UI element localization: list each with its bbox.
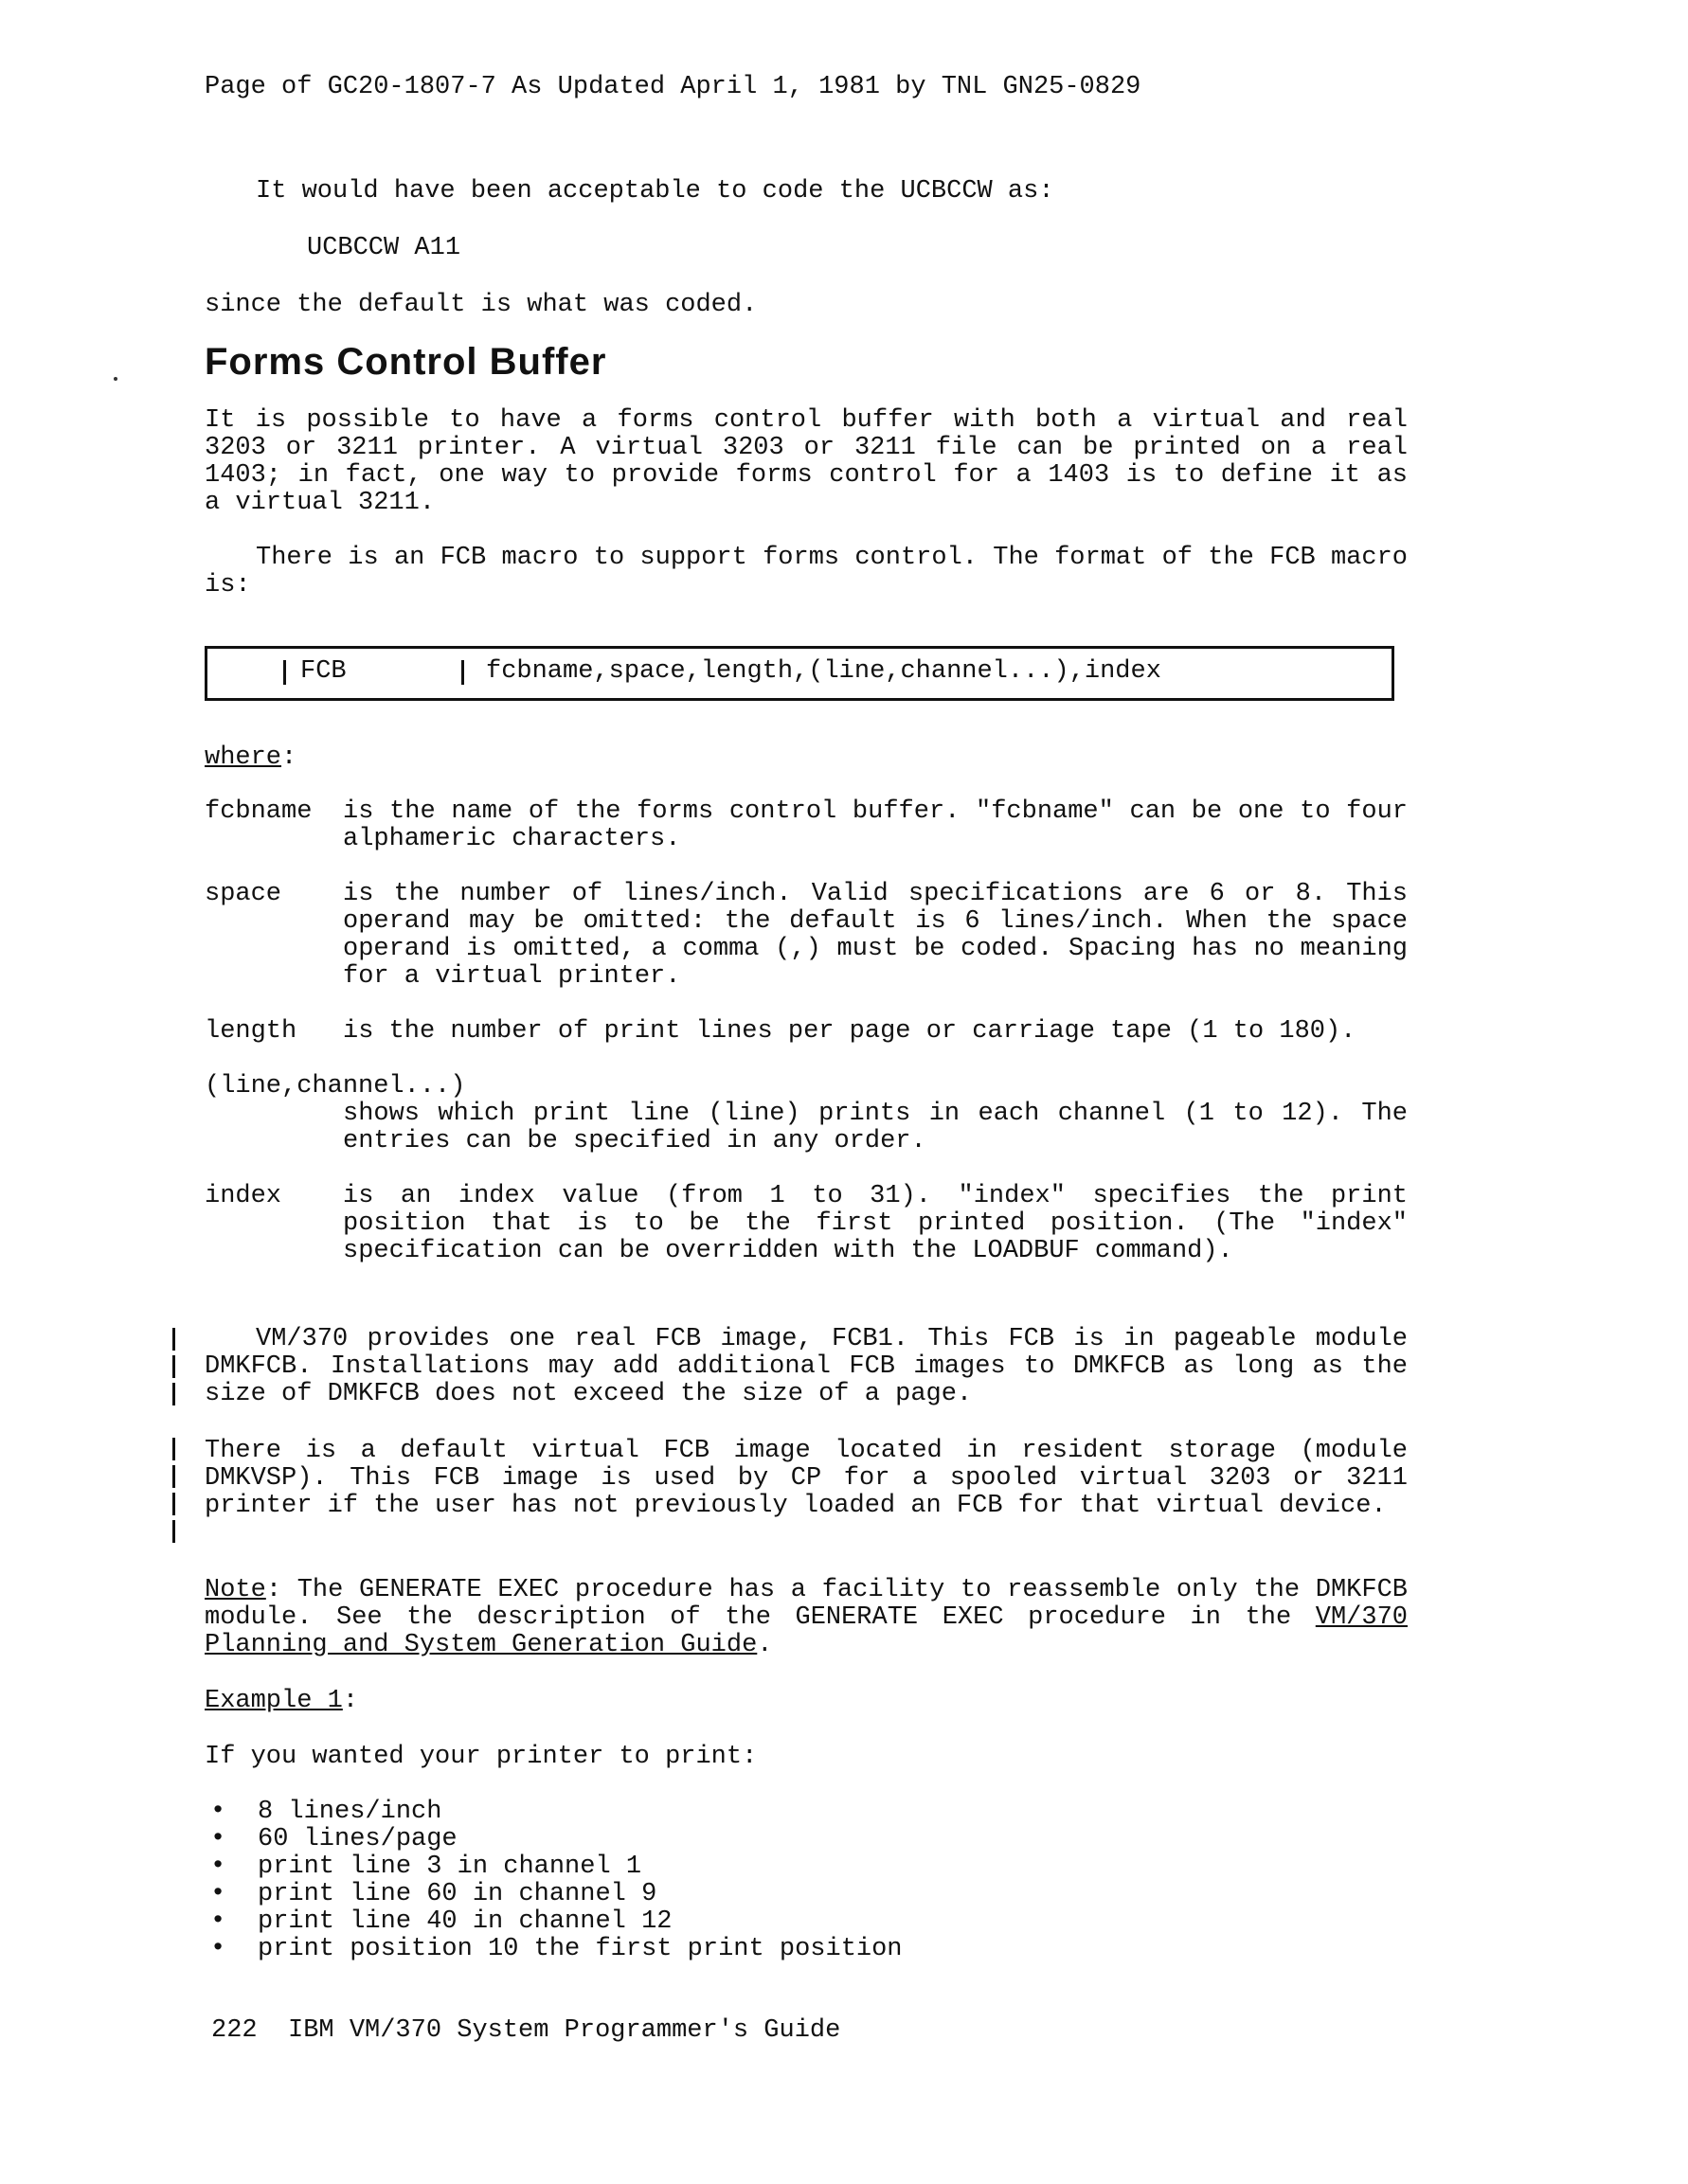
definition-term: fcbname: [205, 797, 313, 826]
paragraph-virtual-fcb: There is a default virtual FCB image located in resident storage (module DMKVSP). This FCB image is used by CP for a spooled virtual 3203 or 3211 printer if the user has not previously loaded an FCB for that virtual device.: [205, 1437, 1408, 1520]
definition-description: is the number of print lines per page or carriage tape (1 to 180).: [343, 1017, 1356, 1046]
macro-separator: [461, 660, 464, 685]
definition-term: index: [205, 1182, 282, 1210]
revision-bar: [172, 1493, 175, 1515]
list-item: • print line 40 in channel 12: [205, 1908, 903, 1936]
intro-block: [205, 178, 1408, 319]
where-label: where: [205, 743, 282, 772]
list-item: • print line 3 in channel 1: [205, 1853, 903, 1881]
paragraph-real-fcb: VM/370 provides one real FCB image, FCB1. This FCB is in pageable module DMKFCB. Installations may add additional FCB images to DMKFCB as long as the size of DMKFCB does not exceed the size of a page.: [205, 1325, 1408, 1408]
definition-term: length: [205, 1017, 297, 1046]
definition-length: [205, 1018, 1408, 1046]
definition-term: space: [205, 880, 282, 908]
book-title: IBM VM/370 System Programmer's Guide: [288, 2016, 841, 2045]
definition-fcbname: [205, 798, 1408, 853]
definition-description: is the number of lines/inch. Valid specifications are 6 or 8. This operand may be omitted: the default is 6 lines/inch. When the space operand is omitted, a comma (,) must be coded. Spacing has no meaning for a virtual printer.: [343, 880, 1408, 991]
intro-line: It would have been acceptable to code the UCBCCW as:: [256, 177, 1054, 206]
page-footer: [211, 2017, 840, 2045]
paragraph-forms-buffer: It is possible to have a forms control buffer with both a virtual and real 3203 or 3211 printer. A virtual 3203 or 3211 file can be printed on a real 1403; in fact, one way to provide forms control for a 1403 is to define it as a virtual 3211.: [205, 406, 1408, 517]
paragraph-fcb-macro: There is an FCB macro to support forms control. The format of the FCB macro is:: [205, 544, 1408, 600]
list-item: • print line 60 in channel 9: [205, 1881, 903, 1908]
list-item: • 8 lines/inch: [205, 1799, 903, 1826]
list-item: • print position 10 the first print position: [205, 1936, 903, 1963]
macro-separator: [283, 660, 286, 685]
revision-bar: [172, 1355, 175, 1378]
list-item: • 60 lines/page: [205, 1826, 903, 1853]
operand-definitions: [205, 798, 1408, 1293]
note-text-end: .: [757, 1631, 773, 1659]
macro-name: FCB: [300, 657, 347, 686]
definition-term: (line,channel...): [205, 1072, 466, 1101]
intro-code: UCBCCW A11: [307, 234, 461, 262]
revision-bar: [172, 1438, 175, 1460]
note-text: : The GENERATE EXEC procedure has a facility to reassemble only the DMKFCB module. See the description of the GENERATE EXEC procedure in the: [205, 1576, 1408, 1632]
macro-operands: fcbname,space,length,(line,channel...),index: [486, 657, 1161, 686]
definition-description: shows which print line (line) prints in each channel (1 to 12). The entries can be specified in any order.: [343, 1100, 1408, 1155]
macro-format-box: [205, 646, 1394, 701]
page-number: 222: [211, 2016, 258, 2045]
revision-bar: [172, 1328, 175, 1351]
example-suffix: :: [342, 1687, 359, 1715]
revision-bar: [172, 1520, 175, 1543]
intro-conclusion: since the default is what was coded.: [205, 291, 758, 319]
running-header: Page of GC20-1807-7 As Updated April 1, 1981 by TNL GN25-0829: [205, 73, 1141, 101]
example-bullet-list: [205, 1799, 903, 1963]
definition-index: [205, 1183, 1408, 1265]
book-reference: VM/370 Planning and System Generation Guide: [205, 1603, 1408, 1659]
definition-description: is an index value (from 1 to 31). "index" specifies the print position that is to be the first printed position. (The "index" specification can be overridden with the LOADBUF command).: [343, 1182, 1408, 1265]
definition-description: is the name of the forms control buffer. "fcbname" can be one to four alphameric characters.: [343, 797, 1408, 853]
revision-bar: [172, 1383, 175, 1405]
definition-space: [205, 881, 1408, 991]
revision-bar: [172, 1465, 175, 1488]
note-label: Note: [205, 1576, 266, 1604]
example-heading: [205, 1688, 358, 1715]
example-label: Example 1: [205, 1687, 343, 1715]
definition-line-channel: [205, 1073, 1408, 1155]
note-paragraph: [205, 1577, 1408, 1659]
section-title: Forms Control Buffer: [205, 341, 607, 383]
where-label-line: where:: [205, 743, 297, 772]
example-intro: If you wanted your printer to print:: [205, 1743, 758, 1771]
stray-mark: [114, 377, 117, 381]
